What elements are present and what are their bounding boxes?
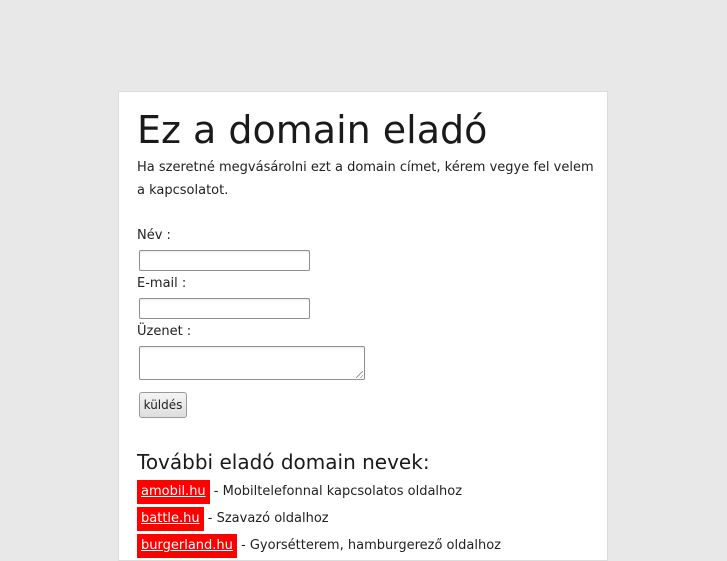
email-label: E-mail : [137,276,187,291]
page-title: Ez a domain eladó [137,108,488,152]
email-input[interactable] [139,298,310,319]
message-label: Üzenet : [137,324,192,339]
domain-description: - Gyorsétterem, hamburgerező oldalhoz [236,538,501,553]
content-panel [118,91,608,561]
name-input[interactable] [139,250,310,271]
name-label: Név : [137,228,171,243]
list-item [137,507,329,531]
list-item [137,534,501,558]
list-item [137,480,462,504]
domain-link-burgerland[interactable]: burgerland.hu [137,534,237,558]
submit-button[interactable]: küldés [139,392,187,418]
domain-description: - Szavazó oldalhoz [203,511,329,526]
domain-description: - Mobiltelefonnal kapcsolatos oldalhoz [209,484,463,499]
more-domains-heading: További eladó domain nevek: [137,450,430,474]
domain-link-amobil[interactable]: amobil.hu [137,480,210,504]
domain-link-battle[interactable]: battle.hu [137,507,204,531]
intro-text: Ha szeretné megvásárolni ezt a domain címet, kérem vegye fel velem a kapcsolatot. [137,160,594,198]
message-textarea[interactable] [139,346,365,380]
resize-grip-icon[interactable] [356,371,363,378]
